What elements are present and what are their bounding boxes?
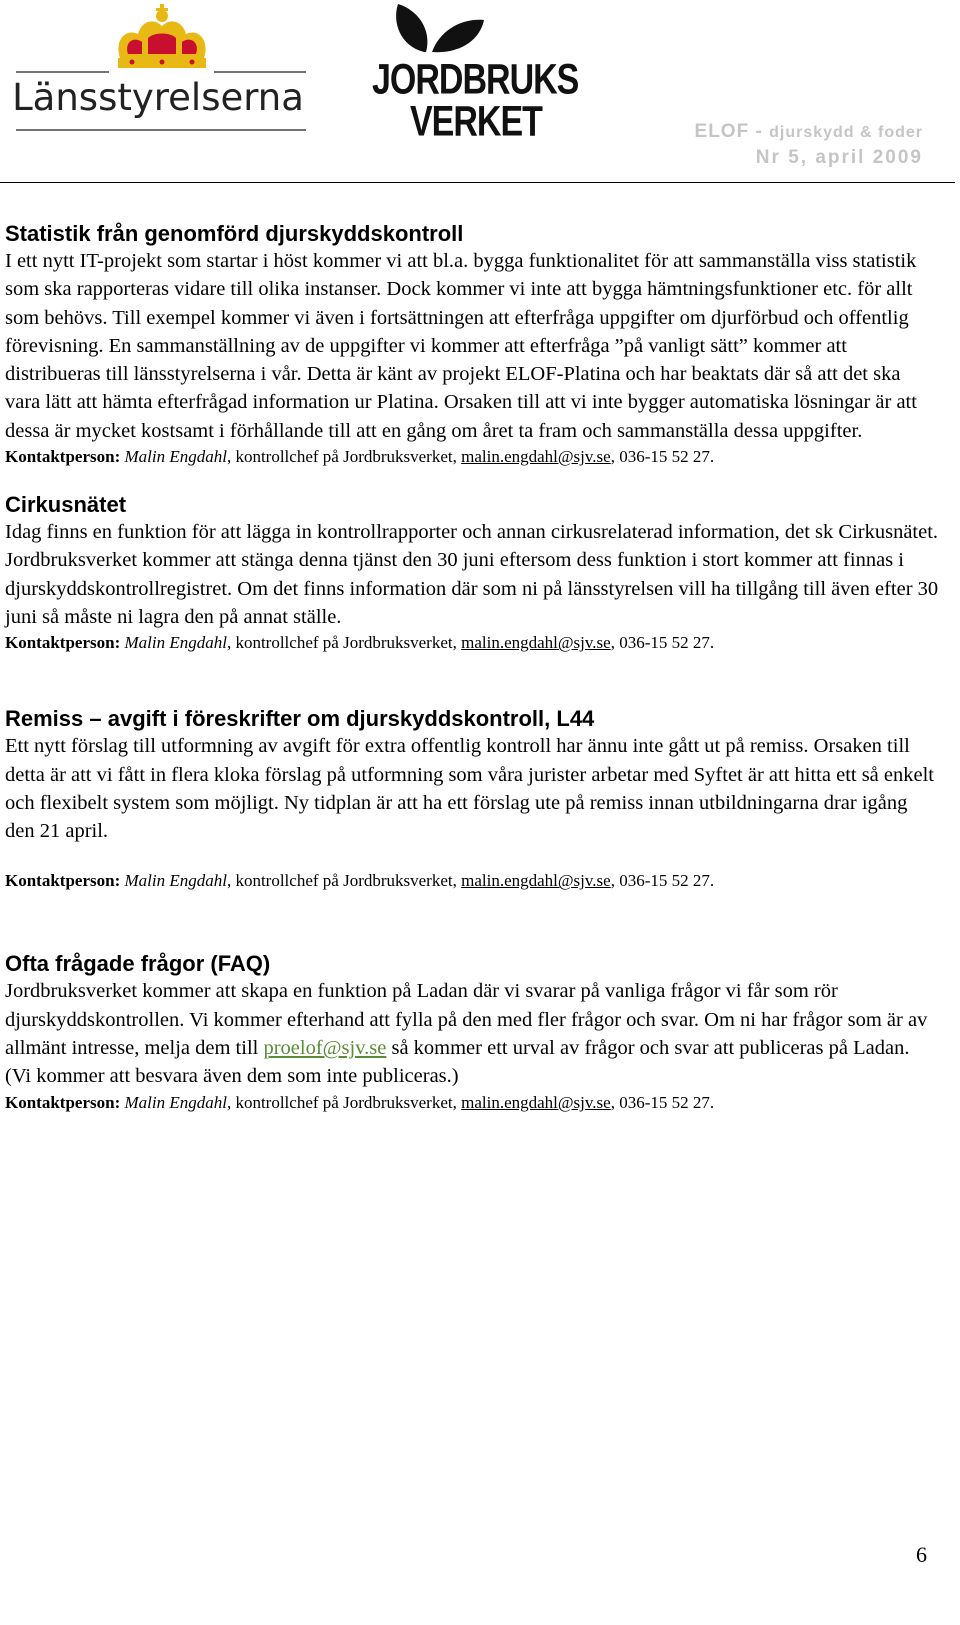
crown-icon [118, 4, 206, 68]
contact-name: Malin Engdahl [124, 447, 227, 467]
section-statistik [5, 220, 940, 469]
article-content [5, 220, 940, 1115]
contact-phone: , 036-15 52 27. [610, 633, 715, 653]
section-title: Statistik från genomförd djurskyddskontroll [5, 221, 464, 246]
faq-body-before-link: Jordbruksverket kommer att skapa en funktion på Ladan där vi svarar på vanliga frågor vi får som rör djurskyddskontrollen. Vi kommer efterhand att fylla på den med fler frågor och svar. Om ni har frågor som är av allmänt intresse, melja dem till [5, 980, 928, 1060]
contact-role: , kontrollchef på Jordbruksverket, [226, 871, 462, 891]
jordbruksverket-logo-line2: VERKET [410, 98, 542, 146]
contact-email-link[interactable]: malin.engdahl@sjv.se [461, 871, 611, 891]
contact-name: Malin Engdahl [124, 871, 227, 891]
contact-name: Malin Engdahl [124, 633, 227, 653]
section-body [5, 977, 940, 1090]
page-header [0, 0, 960, 185]
contact-email-link[interactable]: malin.engdahl@sjv.se [461, 447, 611, 467]
newsletter-masthead [695, 120, 923, 171]
section-faq [5, 950, 940, 1114]
contact-line [5, 1091, 940, 1115]
contact-line [5, 631, 940, 655]
contact-phone: , 036-15 52 27. [610, 1092, 715, 1112]
contact-label: Kontaktperson: [5, 633, 121, 653]
section-body: Idag finns en funktion för att lägga in kontrollrapporter och annan cirkusrelaterad information, det sk Cirkusnätet. Jordbruksverket kommer att stänga denna tjänst den 30 juni eftersom dess funktion i stort kommer att finnas i djurskyddskontrollregistret. Om det finns information där som ni på länsstyrelsen vill ha tillgång till även efter 30 juni så måste ni lagra den på annat ställe. [5, 521, 939, 628]
faq-body-after-link: så kommer ett urval av frågor och svar att publiceras på Ladan. (Vi kommer att besvara även dem som inte publiceras.) [5, 1037, 910, 1088]
contact-label: Kontaktperson: [5, 447, 121, 467]
faq-email-link[interactable]: proelof@sjv.se [263, 1037, 387, 1060]
contact-role: , kontrollchef på Jordbruksverket, [226, 447, 462, 467]
page-number: 6 [916, 1542, 927, 1567]
jordbruksverket-logo-line1: JORDBRUKS [372, 56, 579, 104]
section-remiss [5, 705, 940, 893]
section-cirkusnatet [5, 491, 940, 655]
contact-label: Kontaktperson: [5, 1092, 121, 1112]
newsletter-title: ELOF - [694, 121, 763, 142]
section-body: Ett nytt förslag till utformning av avgift för extra offentlig kontroll har ännu inte gått ut på remiss. Orsaken till detta är att vi fått in flera kloka förslag på utformning som våra jurister arbetar med Syftet är att hitta ett så enkelt och flexibelt system som möjligt. Ny tidplan är att ha ett förslag ute på remiss innan utbildningarna drar igång den 21 april. [5, 735, 934, 843]
section-body: I ett nytt IT-projekt som startar i höst kommer vi att bl.a. bygga funktionalitet för att sammanställa viss statistik som ska rapporteras vidare till olika instanser. Dock kommer vi inte att bygga hämtningsfunktioner etc. för allt som behövs. Till exempel kommer vi även i fortsättningen att efterfråga uppgifter om djurförbud och offentlig förevisning. En sammanställning av de uppgifter vi kommer att efterfråga ”på vanligt sätt” kommer att distribueras till länsstyrelserna i vår. Detta är känt av projekt ELOF-Platina och har beaktats där så att det ska vara lätt att hämta efterfrågad information ur Platina. Orsaken till att vi inte bygger automatiska lösningar är att dessa är mycket kostsamt i förhållande till att en gång om året ta fram och sammanställa dessa uppgifter. [5, 250, 917, 442]
contact-role: , kontrollchef på Jordbruksverket, [226, 633, 462, 653]
contact-line [5, 445, 940, 469]
contact-email-link[interactable]: malin.engdahl@sjv.se [461, 1092, 611, 1112]
contact-phone: , 036-15 52 27. [610, 447, 715, 467]
contact-name: Malin Engdahl [124, 1092, 227, 1112]
contact-label: Kontaktperson: [5, 871, 121, 891]
header-divider [0, 182, 955, 183]
lansstyrelserna-logo-text: Länsstyrelserna [12, 76, 304, 119]
section-title: Remiss – avgift i föreskrifter om djurskyddskontroll, L44 [5, 706, 595, 732]
issue-label: Nr 5, april 2009 [755, 147, 923, 168]
lansstyrelserna-logo [14, 0, 314, 140]
contact-phone: , 036-15 52 27. [610, 871, 715, 891]
contact-role: , kontrollchef på Jordbruksverket, [226, 1092, 462, 1112]
section-title: Cirkusnätet [5, 492, 127, 518]
section-title: Ofta frågade frågor (FAQ) [5, 951, 271, 977]
contact-line [5, 869, 940, 893]
newsletter-subtitle: djurskydd & foder [769, 124, 923, 141]
contact-email-link[interactable]: malin.engdahl@sjv.se [461, 633, 611, 653]
